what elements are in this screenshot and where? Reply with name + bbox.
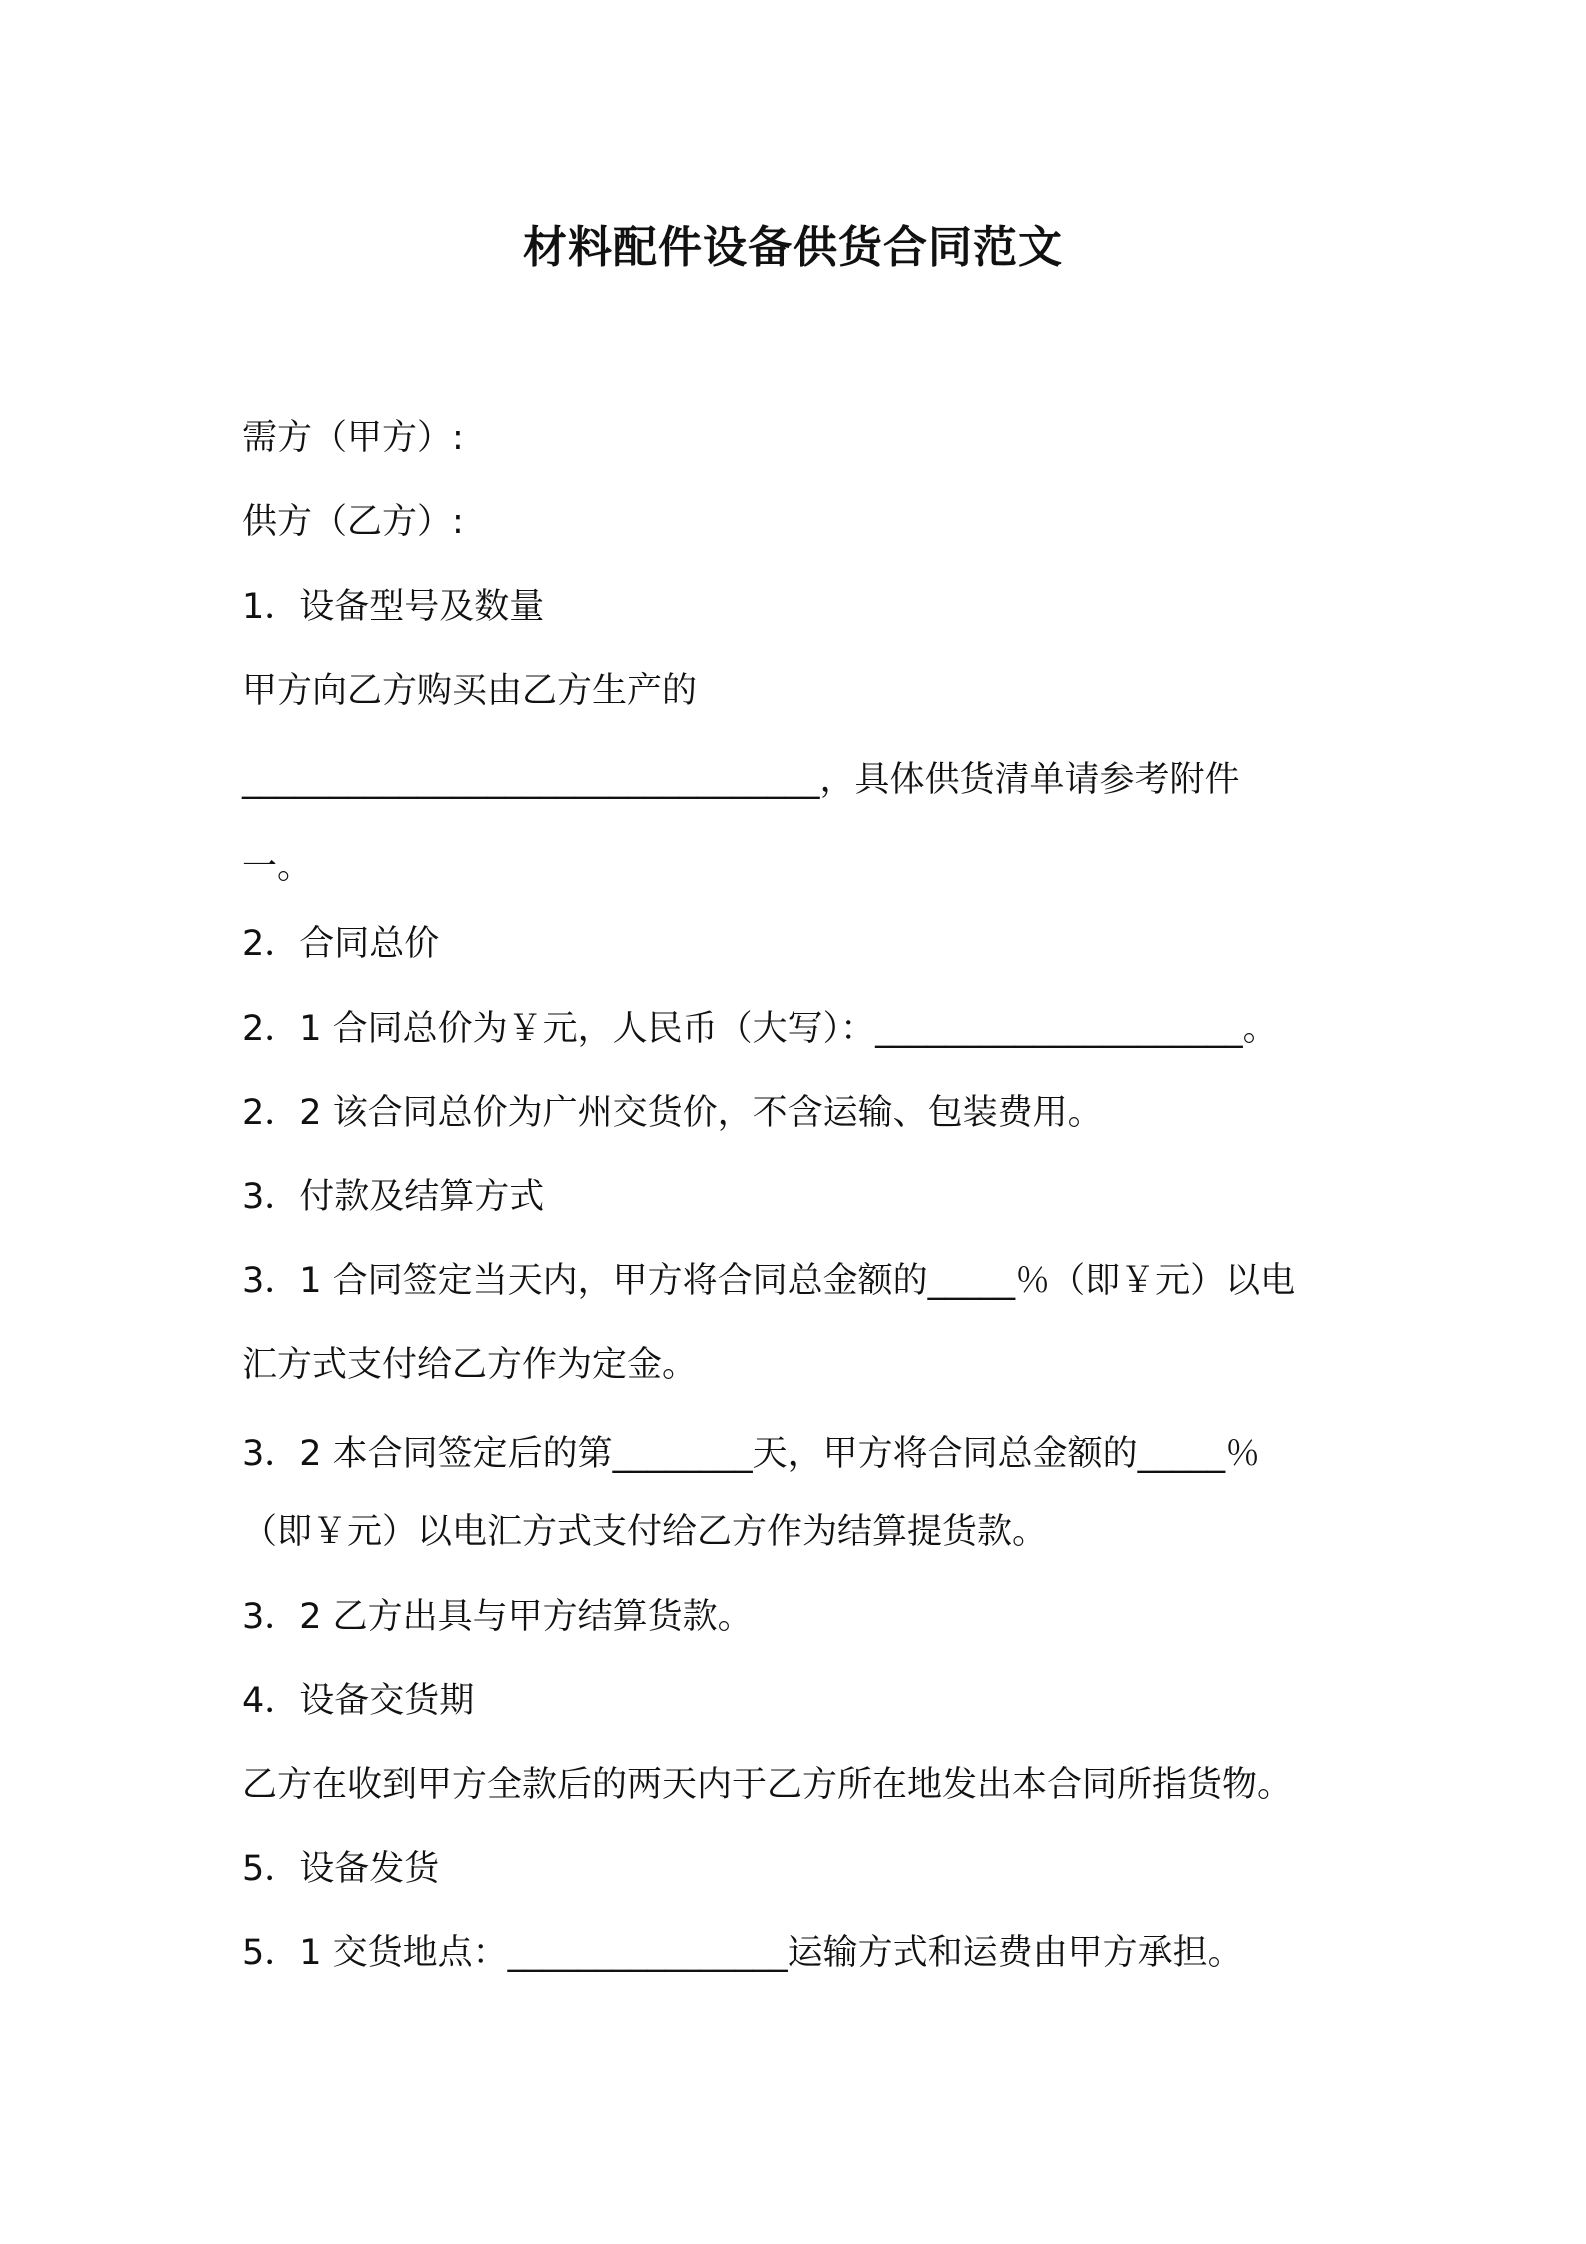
section-2-heading: 2．合同总价 [242,924,440,964]
clause-3-2-line-2: （即￥元）以电汇方式支付给乙方作为结算提货款。 [242,1512,1048,1552]
party-a-line: 需方（甲方）: [242,418,464,458]
section-1-text-line-3: 一。 [242,847,313,887]
section-3-heading: 3．付款及结算方式 [242,1177,545,1217]
clause-5-1: 5．1 交货地点：________________运输方式和运费由甲方承担。 [242,1933,1243,1973]
section-1-text-line-1: 甲方向乙方购买由乙方生产的 [242,671,698,711]
clause-3-2-line-1: 3．2 本合同签定后的第________天，甲方将合同总金额的_____％ [242,1434,1261,1474]
document-title: 材料配件设备供货合同范文 [523,222,1063,273]
section-4-text: 乙方在收到甲方全款后的两天内于乙方所在地发出本合同所指货物。 [242,1765,1293,1805]
section-1-text-line-2: _________________________________，具体供货清单请参考附件 [242,760,1240,800]
clause-3-2b: 3．2 乙方出具与甲方结算货款。 [242,1597,753,1637]
section-5-heading: 5．设备发货 [242,1849,440,1889]
section-4-heading: 4．设备交货期 [242,1681,475,1721]
party-b-line: 供方（乙方）: [242,502,464,542]
clause-3-1-line-1: 3．1 合同签定当天内，甲方将合同总金额的_____％（即￥元）以电 [242,1261,1296,1301]
clause-2-1: 2．1 合同总价为￥元，人民币（大写）：_____________________。 [242,1009,1278,1049]
section-1-heading: 1．设备型号及数量 [242,587,545,627]
clause-3-1-line-2: 汇方式支付给乙方作为定金。 [242,1345,698,1385]
clause-2-2: 2．2 该合同总价为广州交货价，不含运输、包装费用。 [242,1093,1103,1133]
